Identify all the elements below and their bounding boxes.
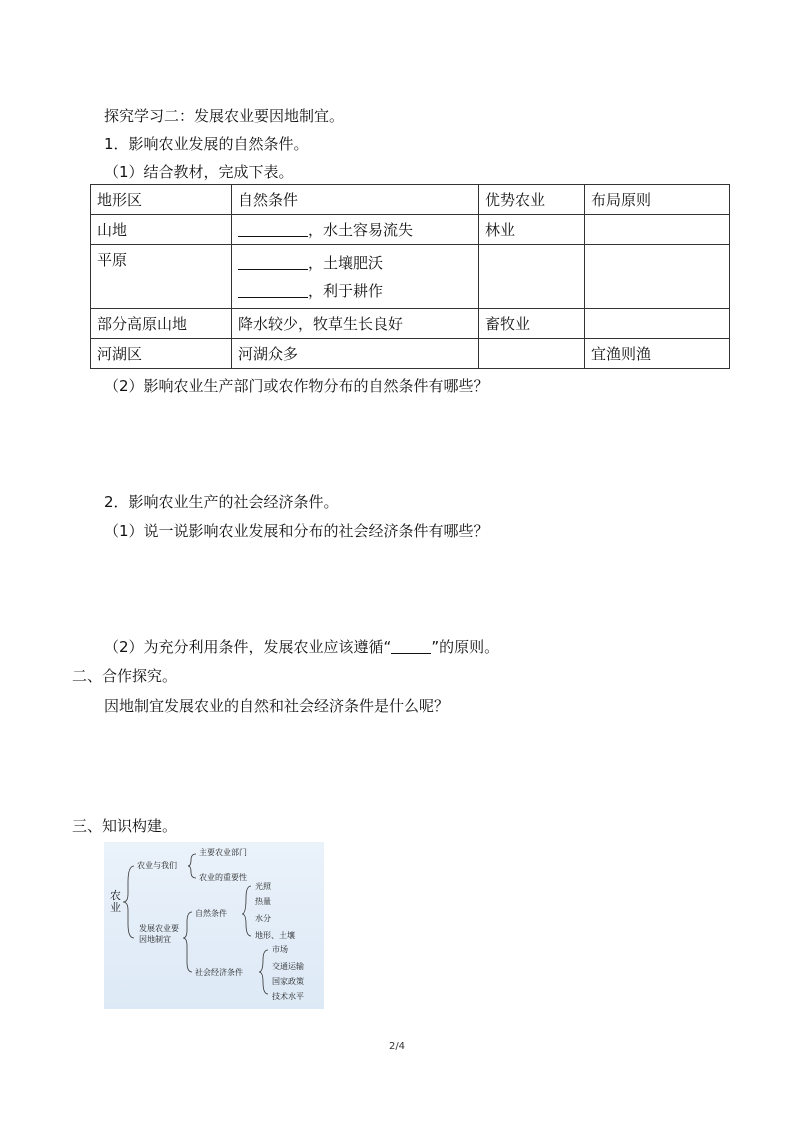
fill-blank[interactable] bbox=[238, 253, 308, 270]
map-natural-item: 水分 bbox=[255, 914, 271, 923]
table-row bbox=[91, 309, 730, 339]
table-row bbox=[91, 245, 730, 309]
map-natural-item: 热量 bbox=[255, 897, 271, 906]
cooperate-heading: 二、合作探究。 bbox=[72, 667, 178, 685]
map-social-item: 市场 bbox=[272, 945, 288, 954]
table-cell bbox=[585, 309, 730, 339]
table-cell: 畜牧业 bbox=[479, 309, 585, 339]
table-cell: 河湖区 bbox=[91, 339, 232, 369]
fill-blank[interactable] bbox=[238, 220, 308, 237]
item2-sub2 bbox=[104, 637, 499, 657]
table-cell: 平原 bbox=[91, 245, 232, 309]
knowledge-heading: 三、知识构建。 bbox=[72, 817, 178, 835]
item1-title: 1．影响农业发展的自然条件。 bbox=[104, 135, 309, 153]
item2-sub2-text: （2）为充分利用条件，发展农业应该遵循“ bbox=[104, 638, 392, 656]
item1-sub2: （2）影响农业生产部门或农作物分布的自然条件有哪些？ bbox=[104, 377, 489, 395]
item1-sub1: （1）结合教材，完成下表。 bbox=[104, 163, 294, 181]
map-social: 社会经济条件 bbox=[195, 968, 243, 977]
map-branch2: 发展农业要 bbox=[139, 924, 179, 933]
table-cell bbox=[232, 245, 479, 309]
fill-blank[interactable] bbox=[391, 637, 431, 654]
table-cell bbox=[585, 245, 730, 309]
page-number: 2/4 bbox=[388, 1041, 406, 1052]
cell-text: ，利于耕作 bbox=[308, 282, 384, 300]
item2-sub2-text: ”的原则。 bbox=[431, 638, 500, 656]
table-cell bbox=[479, 339, 585, 369]
table-header: 地形区 bbox=[91, 185, 232, 215]
fill-blank[interactable] bbox=[238, 281, 308, 298]
table-header: 自然条件 bbox=[232, 185, 479, 215]
table-cell bbox=[479, 245, 585, 309]
map-branch1-item: 农业的重要性 bbox=[199, 873, 247, 882]
table-cell bbox=[232, 215, 479, 245]
map-branch1-item: 主要农业部门 bbox=[199, 848, 247, 857]
map-branch2: 因地制宜 bbox=[139, 935, 171, 944]
table-cell: 林业 bbox=[479, 215, 585, 245]
conditions-table bbox=[90, 184, 730, 369]
map-social-item: 国家政策 bbox=[272, 977, 304, 986]
map-natural-item: 光照 bbox=[255, 882, 271, 891]
map-social-item: 技术水平 bbox=[272, 992, 304, 1001]
table-cell: 部分高原山地 bbox=[91, 309, 232, 339]
cooperate-question: 因地制宜发展农业的自然和社会经济条件是什么呢？ bbox=[104, 697, 450, 715]
table-row bbox=[91, 339, 730, 369]
section-heading: 探究学习二：发展农业要因地制宜。 bbox=[104, 107, 345, 125]
map-natural: 自然条件 bbox=[195, 909, 227, 918]
item2-title: 2．影响农业生产的社会经济条件。 bbox=[104, 493, 339, 511]
knowledge-map-figure bbox=[104, 842, 324, 1009]
table-header: 布局原则 bbox=[585, 185, 730, 215]
cell-text: ，土壤肥沃 bbox=[308, 254, 384, 272]
table-header-row bbox=[91, 185, 730, 215]
table-cell: 降水较少，牧草生长良好 bbox=[232, 309, 479, 339]
table-cell: 宜渔则渔 bbox=[585, 339, 730, 369]
map-social-item: 交通运输 bbox=[272, 962, 304, 971]
cell-text: ，水土容易流失 bbox=[308, 221, 414, 239]
table-cell bbox=[585, 215, 730, 245]
map-root: 农业 bbox=[110, 889, 121, 914]
table-cell: 河湖众多 bbox=[232, 339, 479, 369]
table-row bbox=[91, 215, 730, 245]
map-branch1: 农业与我们 bbox=[137, 861, 177, 870]
item2-sub1: （1）说一说影响农业发展和分布的社会经济条件有哪些？ bbox=[104, 522, 489, 540]
table-cell: 山地 bbox=[91, 215, 232, 245]
map-natural-item: 地形、土壤 bbox=[255, 931, 295, 940]
table-header: 优势农业 bbox=[479, 185, 585, 215]
